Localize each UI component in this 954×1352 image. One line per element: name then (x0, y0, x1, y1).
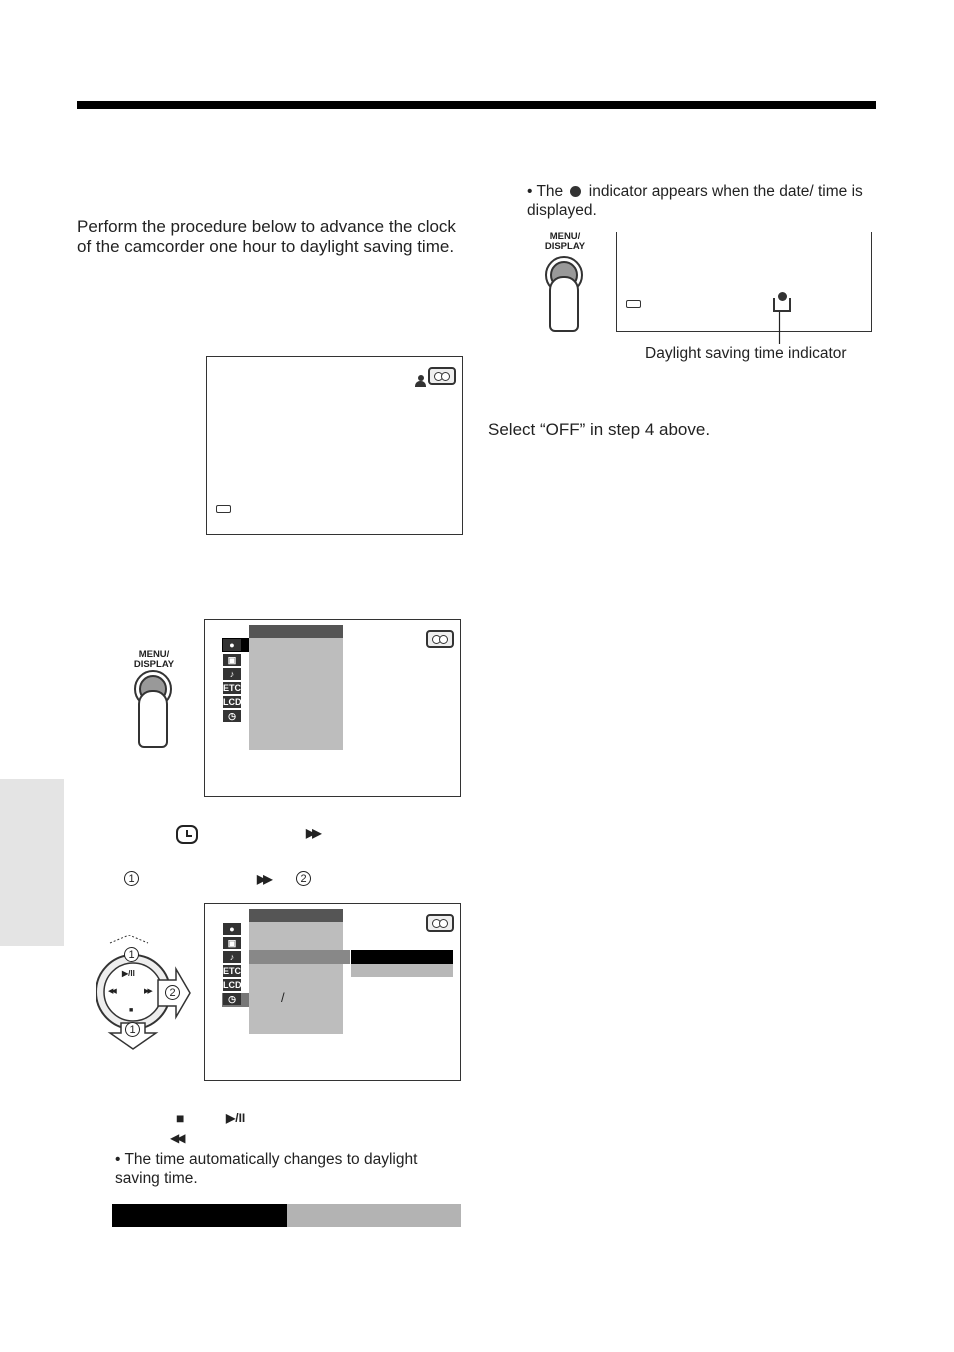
lcd-icon: LCD (223, 697, 242, 707)
section-side-tab (0, 779, 64, 946)
clock-menu-screen (204, 903, 461, 1081)
camera-screen-1 (206, 356, 463, 535)
play-pause-icon: ▶/II (122, 969, 135, 978)
callout-line (770, 312, 790, 346)
tape-icon (216, 505, 231, 513)
menu-display-button-right[interactable]: MENU/ DISPLAY (540, 232, 590, 332)
cassette-icon (428, 367, 456, 385)
indicator-note: • The indicator appears when the date/ time is displayed. (527, 183, 863, 219)
control-dial[interactable] (96, 935, 192, 1051)
etc-icon: ETC (223, 966, 241, 976)
tape-icon (626, 300, 641, 308)
cassette-icon (426, 914, 454, 932)
footer-bar-dark (112, 1204, 287, 1227)
callout-label: Daylight saving time indicator (645, 345, 847, 362)
step-number-2: 2 (165, 985, 180, 1000)
menu-display-button-left[interactable]: MENU/ DISPLAY (129, 650, 179, 750)
playback-icon: ▣ (223, 654, 241, 666)
turn-off-instruction: Select “OFF” in step 4 above. (488, 420, 711, 439)
time-change-note: • The time automatically changes to daylight saving time. (115, 1151, 418, 1187)
rewind-icon: ◀◀ (170, 1131, 183, 1145)
footer-bar-light (287, 1204, 461, 1227)
playback-icon: ▣ (223, 937, 241, 949)
lcd-icon: LCD (223, 980, 242, 990)
clock-icon: ◷ (223, 993, 241, 1005)
finger (138, 690, 168, 748)
step-number-1: 1 (124, 871, 139, 886)
person-icon (415, 375, 426, 387)
header-rule (77, 101, 876, 109)
clock-icon (176, 825, 198, 844)
camera-icon: ● (223, 923, 241, 935)
finger (549, 276, 579, 332)
camera-icon: ● (223, 639, 241, 651)
date-separator: / (281, 990, 285, 1005)
fast-forward-icon: ▶▶ (144, 988, 151, 995)
step-number-1: 1 (124, 947, 139, 962)
play-pause-icon: ▶/II (226, 1111, 246, 1125)
date-time-screen (616, 232, 872, 332)
rewind-icon: ◀◀ (108, 988, 115, 995)
menu-screen (204, 619, 461, 797)
microphone-icon: ♪ (223, 951, 241, 963)
step-number-2: 2 (296, 871, 311, 886)
microphone-icon: ♪ (223, 668, 241, 680)
etc-icon: ETC (223, 683, 241, 693)
step-number-1: 1 (125, 1022, 140, 1037)
sun-icon (570, 186, 581, 197)
fast-forward-icon: ▶▶ (306, 826, 319, 840)
daylight-saving-icon (773, 298, 791, 312)
fast-forward-icon: ▶▶ (257, 872, 270, 886)
clock-icon: ◷ (223, 710, 241, 722)
stop-icon: ■ (176, 1110, 185, 1126)
intro-paragraph: Perform the procedure below to advance the clock of the camcorder one hour to daylight saving time. (77, 217, 456, 256)
cassette-icon (426, 630, 454, 648)
stop-icon: ■ (129, 1007, 134, 1014)
